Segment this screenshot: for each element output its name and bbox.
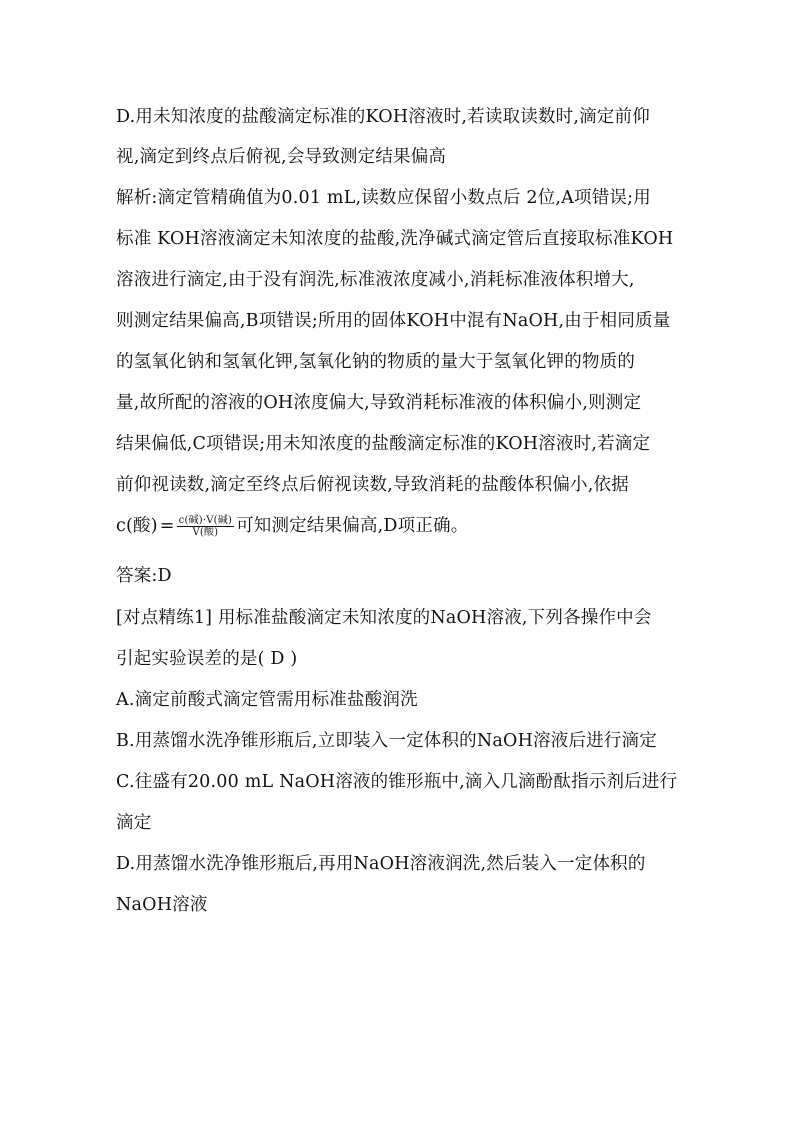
text-line: 量,故所配的溶液的OH浓度偏大,导致消耗标准液的体积偏小,则测定 (116, 393, 642, 413)
option-c: C.往盛有20.00 mL NaOH溶液的锥形瓶中,滴入几滴酚酞指示剂后进行 (116, 772, 678, 792)
option-c-continued: 滴定 (116, 813, 152, 833)
text-line: 解析:滴定管精确值为0.01 mL,读数应保留小数点后 2位,A项错误;用 (116, 188, 651, 208)
formula-lhs: c(酸) (116, 516, 158, 536)
option-d-continued: NaOH溶液 (116, 895, 208, 915)
answer-line: 答案:D (116, 566, 172, 586)
formula-line (116, 514, 686, 538)
text-line: 溶液进行滴定,由于没有润洗,标准液浓度减小,消耗标准液体积增大, (116, 270, 635, 290)
formula-fraction (177, 515, 234, 538)
text-line: D.用未知浓度的盐酸滴定标准的KOH溶液时,若读取读数时,滴定前仰 (116, 107, 650, 127)
text-line: 视,滴定到终点后俯视,会导致测定结果偏高 (116, 147, 447, 167)
text-line: 前仰视读数,滴定至终点后俯视读数,导致消耗的盐酸体积偏小,依据 (116, 475, 629, 495)
formula-numerator: c(碱)·V(碱) (178, 515, 233, 526)
option-b: B.用蒸馏水洗净锥形瓶后,立即装入一定体积的NaOH溶液后进行滴定 (116, 731, 657, 751)
formula-denominator: V(酸) (192, 527, 219, 538)
formula-tail: 可知测定结果偏高,D项正确。 (236, 516, 469, 536)
text-line: 的氢氧化钠和氢氧化钾,氢氧化钠的物质的量大于氢氧化钾的物质的 (116, 352, 636, 372)
option-a: A.滴定前酸式滴定管需用标准盐酸润洗 (116, 690, 418, 710)
practice-line: 引起实验误差的是( D ) (116, 649, 298, 669)
option-d: D.用蒸馏水洗净锥形瓶后,再用NaOH溶液润洗,然后装入一定体积的 (116, 854, 646, 874)
practice-line: [对点精练1] 用标准盐酸滴定未知浓度的NaOH溶液,下列各操作中会 (116, 608, 652, 628)
text-line: 则测定结果偏高,B项错误;所用的固体KOH中混有NaOH,由于相同质量 (116, 311, 671, 331)
formula-equals: = (159, 516, 175, 536)
text-line: 结果偏低,C项错误;用未知浓度的盐酸滴定标准的KOH溶液时,若滴定 (116, 434, 651, 454)
text-line: 标准 KOH溶液滴定未知浓度的盐酸,洗净碱式滴定管后直接取标准KOH (116, 229, 674, 249)
